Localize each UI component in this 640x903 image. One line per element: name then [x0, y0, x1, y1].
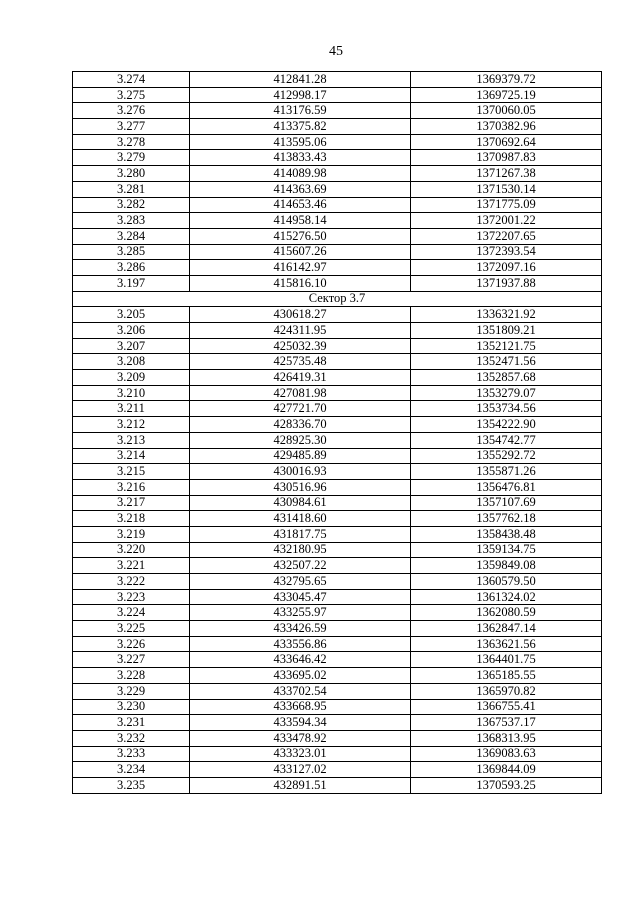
- point-number-cell: 3.210: [73, 385, 190, 401]
- y-coordinate-cell: 1353279.07: [411, 385, 602, 401]
- point-number-cell: 3.232: [73, 730, 190, 746]
- point-number-cell: 3.281: [73, 181, 190, 197]
- y-coordinate-cell: 1352857.68: [411, 370, 602, 386]
- point-number-cell: 3.223: [73, 589, 190, 605]
- x-coordinate-cell: 415816.10: [190, 275, 411, 291]
- x-coordinate-cell: 427081.98: [190, 385, 411, 401]
- point-number-cell: 3.219: [73, 526, 190, 542]
- x-coordinate-cell: 415276.50: [190, 228, 411, 244]
- x-coordinate-cell: 412841.28: [190, 72, 411, 88]
- y-coordinate-cell: 1370060.05: [411, 103, 602, 119]
- y-coordinate-cell: 1367537.17: [411, 715, 602, 731]
- x-coordinate-cell: 433255.97: [190, 605, 411, 621]
- x-coordinate-cell: 426419.31: [190, 370, 411, 386]
- point-number-cell: 3.214: [73, 448, 190, 464]
- x-coordinate-cell: 433127.02: [190, 762, 411, 778]
- y-coordinate-cell: 1336321.92: [411, 307, 602, 323]
- table-row: [73, 244, 602, 260]
- point-number-cell: 3.277: [73, 119, 190, 135]
- y-coordinate-cell: 1369844.09: [411, 762, 602, 778]
- table-row: [73, 730, 602, 746]
- table-row: [73, 119, 602, 135]
- y-coordinate-cell: 1351809.21: [411, 323, 602, 339]
- point-number-cell: 3.282: [73, 197, 190, 213]
- table-row: [73, 511, 602, 527]
- y-coordinate-cell: 1369083.63: [411, 746, 602, 762]
- point-number-cell: 3.225: [73, 621, 190, 637]
- table-row: [73, 150, 602, 166]
- table-row: [73, 589, 602, 605]
- point-number-cell: 3.228: [73, 668, 190, 684]
- section-header-row: [73, 291, 602, 307]
- point-number-cell: 3.218: [73, 511, 190, 527]
- point-number-cell: 3.206: [73, 323, 190, 339]
- section-label: Сектор 3.7: [73, 291, 602, 307]
- x-coordinate-cell: 414089.98: [190, 166, 411, 182]
- x-coordinate-cell: 424311.95: [190, 323, 411, 339]
- y-coordinate-cell: 1372393.54: [411, 244, 602, 260]
- y-coordinate-cell: 1352121.75: [411, 338, 602, 354]
- table-row: [73, 448, 602, 464]
- x-coordinate-cell: 425032.39: [190, 338, 411, 354]
- point-number-cell: 3.280: [73, 166, 190, 182]
- y-coordinate-cell: 1372001.22: [411, 213, 602, 229]
- x-coordinate-cell: 431817.75: [190, 526, 411, 542]
- y-coordinate-cell: 1353734.56: [411, 401, 602, 417]
- y-coordinate-cell: 1358438.48: [411, 526, 602, 542]
- y-coordinate-cell: 1369725.19: [411, 87, 602, 103]
- point-number-cell: 3.235: [73, 777, 190, 793]
- table-row: [73, 668, 602, 684]
- y-coordinate-cell: 1363621.56: [411, 636, 602, 652]
- table-row: [73, 401, 602, 417]
- x-coordinate-cell: 433426.59: [190, 621, 411, 637]
- y-coordinate-cell: 1370382.96: [411, 119, 602, 135]
- y-coordinate-cell: 1370593.25: [411, 777, 602, 793]
- y-coordinate-cell: 1354222.90: [411, 417, 602, 433]
- x-coordinate-cell: 429485.89: [190, 448, 411, 464]
- point-number-cell: 3.222: [73, 574, 190, 590]
- point-number-cell: 3.286: [73, 260, 190, 276]
- x-coordinate-cell: 433478.92: [190, 730, 411, 746]
- x-coordinate-cell: 428336.70: [190, 417, 411, 433]
- y-coordinate-cell: 1359849.08: [411, 558, 602, 574]
- table-row: [73, 762, 602, 778]
- x-coordinate-cell: 433556.86: [190, 636, 411, 652]
- y-coordinate-cell: 1354742.77: [411, 432, 602, 448]
- point-number-cell: 3.234: [73, 762, 190, 778]
- y-coordinate-cell: 1371530.14: [411, 181, 602, 197]
- point-number-cell: 3.220: [73, 542, 190, 558]
- coordinates-table: [72, 71, 602, 794]
- x-coordinate-cell: 413176.59: [190, 103, 411, 119]
- y-coordinate-cell: 1364401.75: [411, 652, 602, 668]
- point-number-cell: 3.205: [73, 307, 190, 323]
- point-number-cell: 3.216: [73, 479, 190, 495]
- table-row: [73, 699, 602, 715]
- table-row: [73, 636, 602, 652]
- y-coordinate-cell: 1365185.55: [411, 668, 602, 684]
- table-row: [73, 228, 602, 244]
- point-number-cell: 3.284: [73, 228, 190, 244]
- x-coordinate-cell: 433045.47: [190, 589, 411, 605]
- y-coordinate-cell: 1357107.69: [411, 495, 602, 511]
- point-number-cell: 3.226: [73, 636, 190, 652]
- y-coordinate-cell: 1355292.72: [411, 448, 602, 464]
- point-number-cell: 3.209: [73, 370, 190, 386]
- y-coordinate-cell: 1359134.75: [411, 542, 602, 558]
- table-row: [73, 652, 602, 668]
- point-number-cell: 3.276: [73, 103, 190, 119]
- table-row: [73, 134, 602, 150]
- point-number-cell: 3.278: [73, 134, 190, 150]
- table-row: [73, 621, 602, 637]
- table-row: [73, 542, 602, 558]
- coordinates-table-body: [73, 72, 602, 794]
- table-row: [73, 103, 602, 119]
- x-coordinate-cell: 433695.02: [190, 668, 411, 684]
- table-row: [73, 526, 602, 542]
- y-coordinate-cell: 1365970.82: [411, 683, 602, 699]
- x-coordinate-cell: 414653.46: [190, 197, 411, 213]
- table-row: [73, 479, 602, 495]
- y-coordinate-cell: 1368313.95: [411, 730, 602, 746]
- x-coordinate-cell: 433702.54: [190, 683, 411, 699]
- y-coordinate-cell: 1370692.64: [411, 134, 602, 150]
- table-row: [73, 275, 602, 291]
- table-row: [73, 464, 602, 480]
- table-row: [73, 166, 602, 182]
- y-coordinate-cell: 1371937.88: [411, 275, 602, 291]
- x-coordinate-cell: 430984.61: [190, 495, 411, 511]
- table-row: [73, 715, 602, 731]
- x-coordinate-cell: 412998.17: [190, 87, 411, 103]
- point-number-cell: 3.283: [73, 213, 190, 229]
- x-coordinate-cell: 413595.06: [190, 134, 411, 150]
- y-coordinate-cell: 1361324.02: [411, 589, 602, 605]
- table-row: [73, 417, 602, 433]
- table-row: [73, 574, 602, 590]
- point-number-cell: 3.212: [73, 417, 190, 433]
- x-coordinate-cell: 433668.95: [190, 699, 411, 715]
- point-number-cell: 3.208: [73, 354, 190, 370]
- table-row: [73, 87, 602, 103]
- table-row: [73, 323, 602, 339]
- y-coordinate-cell: 1360579.50: [411, 574, 602, 590]
- x-coordinate-cell: 416142.97: [190, 260, 411, 276]
- x-coordinate-cell: 413833.43: [190, 150, 411, 166]
- point-number-cell: 3.217: [73, 495, 190, 511]
- point-number-cell: 3.279: [73, 150, 190, 166]
- point-number-cell: 3.274: [73, 72, 190, 88]
- x-coordinate-cell: 414958.14: [190, 213, 411, 229]
- point-number-cell: 3.231: [73, 715, 190, 731]
- table-row: [73, 683, 602, 699]
- y-coordinate-cell: 1362080.59: [411, 605, 602, 621]
- table-row: [73, 260, 602, 276]
- table-row: [73, 354, 602, 370]
- table-row: [73, 777, 602, 793]
- y-coordinate-cell: 1356476.81: [411, 479, 602, 495]
- point-number-cell: 3.211: [73, 401, 190, 417]
- point-number-cell: 3.213: [73, 432, 190, 448]
- x-coordinate-cell: 433323.01: [190, 746, 411, 762]
- x-coordinate-cell: 432891.51: [190, 777, 411, 793]
- point-number-cell: 3.233: [73, 746, 190, 762]
- y-coordinate-cell: 1371775.09: [411, 197, 602, 213]
- y-coordinate-cell: 1372097.16: [411, 260, 602, 276]
- y-coordinate-cell: 1355871.26: [411, 464, 602, 480]
- y-coordinate-cell: 1357762.18: [411, 511, 602, 527]
- x-coordinate-cell: 430016.93: [190, 464, 411, 480]
- y-coordinate-cell: 1352471.56: [411, 354, 602, 370]
- table-row: [73, 558, 602, 574]
- y-coordinate-cell: 1362847.14: [411, 621, 602, 637]
- table-row: [73, 385, 602, 401]
- page-number: 45: [329, 44, 343, 59]
- point-number-cell: 3.207: [73, 338, 190, 354]
- x-coordinate-cell: 433646.42: [190, 652, 411, 668]
- table-row: [73, 370, 602, 386]
- y-coordinate-cell: 1371267.38: [411, 166, 602, 182]
- point-number-cell: 3.275: [73, 87, 190, 103]
- table-row: [73, 197, 602, 213]
- x-coordinate-cell: 415607.26: [190, 244, 411, 260]
- table-row: [73, 605, 602, 621]
- table-row: [73, 213, 602, 229]
- x-coordinate-cell: 430516.96: [190, 479, 411, 495]
- x-coordinate-cell: 428925.30: [190, 432, 411, 448]
- x-coordinate-cell: 427721.70: [190, 401, 411, 417]
- table-row: [73, 432, 602, 448]
- x-coordinate-cell: 433594.34: [190, 715, 411, 731]
- x-coordinate-cell: 414363.69: [190, 181, 411, 197]
- x-coordinate-cell: 432795.65: [190, 574, 411, 590]
- table-row: [73, 307, 602, 323]
- x-coordinate-cell: 413375.82: [190, 119, 411, 135]
- point-number-cell: 3.230: [73, 699, 190, 715]
- point-number-cell: 3.224: [73, 605, 190, 621]
- point-number-cell: 3.215: [73, 464, 190, 480]
- point-number-cell: 3.229: [73, 683, 190, 699]
- point-number-cell: 3.221: [73, 558, 190, 574]
- table-row: [73, 746, 602, 762]
- y-coordinate-cell: 1370987.83: [411, 150, 602, 166]
- table-row: [73, 72, 602, 88]
- point-number-cell: 3.285: [73, 244, 190, 260]
- x-coordinate-cell: 431418.60: [190, 511, 411, 527]
- x-coordinate-cell: 432507.22: [190, 558, 411, 574]
- table-row: [73, 495, 602, 511]
- table-row: [73, 181, 602, 197]
- y-coordinate-cell: 1366755.41: [411, 699, 602, 715]
- point-number-cell: 3.227: [73, 652, 190, 668]
- x-coordinate-cell: 430618.27: [190, 307, 411, 323]
- y-coordinate-cell: 1372207.65: [411, 228, 602, 244]
- point-number-cell: 3.197: [73, 275, 190, 291]
- y-coordinate-cell: 1369379.72: [411, 72, 602, 88]
- x-coordinate-cell: 432180.95: [190, 542, 411, 558]
- x-coordinate-cell: 425735.48: [190, 354, 411, 370]
- table-row: [73, 338, 602, 354]
